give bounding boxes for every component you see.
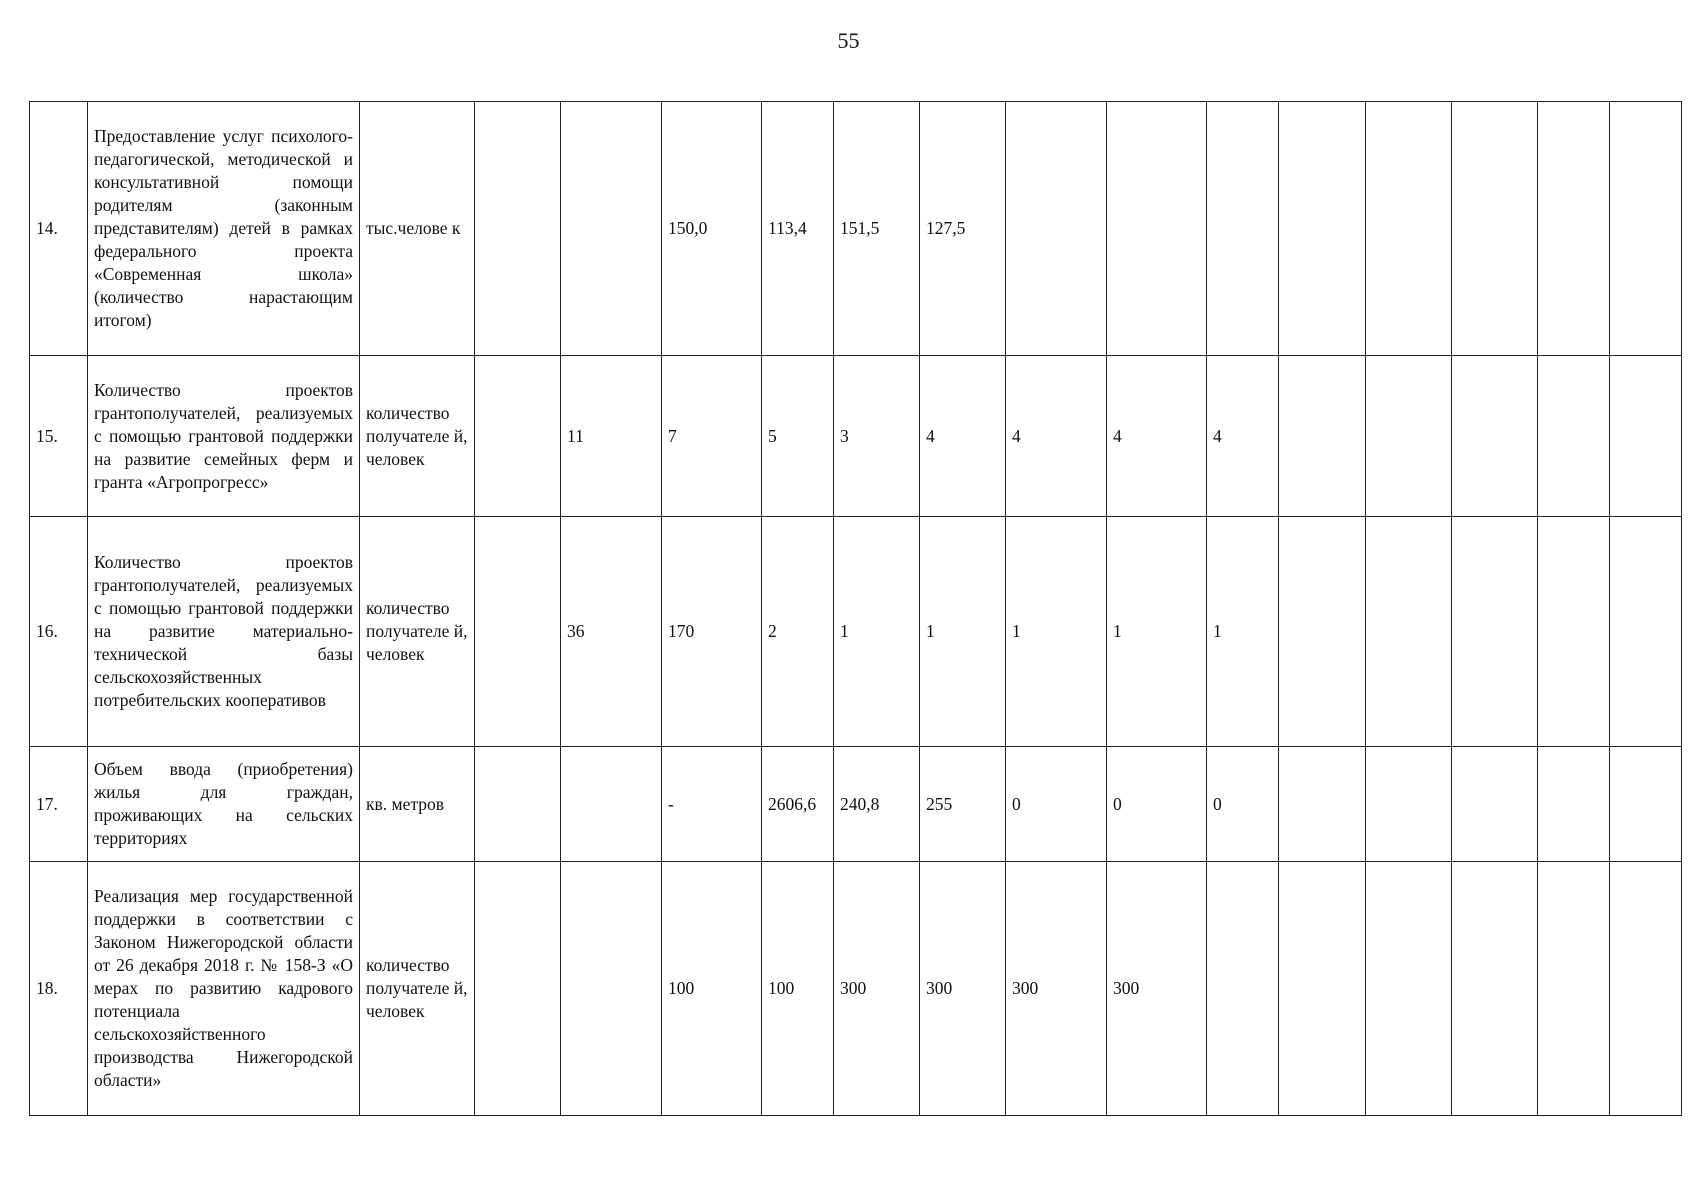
table-row [30, 102, 1682, 356]
value-cell: 300 [834, 862, 920, 1116]
unit-cell: количество получателе й, человек [360, 517, 475, 747]
value-cell: 240,8 [834, 747, 920, 862]
value-cell: 4 [920, 356, 1006, 517]
value-cell [475, 747, 561, 862]
table-row [30, 356, 1682, 517]
value-cell: 7 [662, 356, 762, 517]
value-cell: 1 [834, 517, 920, 747]
value-cell [1366, 356, 1452, 517]
value-cell: 255 [920, 747, 1006, 862]
value-cell [1006, 102, 1107, 356]
value-cell: 2606,6 [762, 747, 834, 862]
value-cell [1366, 747, 1452, 862]
value-cell: 36 [561, 517, 662, 747]
value-cell [1610, 356, 1682, 517]
value-cell [1610, 747, 1682, 862]
indicator-name: Объем ввода (приобретения) жилья для граждан, проживающих на сельских территориях [88, 747, 360, 862]
value-cell [1279, 102, 1366, 356]
value-cell [561, 747, 662, 862]
value-cell [1107, 102, 1207, 356]
value-cell [1366, 862, 1452, 1116]
value-cell [1452, 862, 1538, 1116]
unit-cell: тыс.челове к [360, 102, 475, 356]
value-cell [1538, 862, 1610, 1116]
value-cell: 300 [1107, 862, 1207, 1116]
value-cell [1452, 517, 1538, 747]
row-number: 17. [30, 747, 88, 862]
row-number: 14. [30, 102, 88, 356]
value-cell [1610, 102, 1682, 356]
value-cell: 0 [1006, 747, 1107, 862]
value-cell [1279, 862, 1366, 1116]
value-cell: 100 [762, 862, 834, 1116]
row-number: 15. [30, 356, 88, 517]
value-cell: 4 [1107, 356, 1207, 517]
row-number: 16. [30, 517, 88, 747]
value-cell [475, 862, 561, 1116]
value-cell: 1 [1107, 517, 1207, 747]
value-cell: 170 [662, 517, 762, 747]
value-cell [1366, 102, 1452, 356]
value-cell [1538, 102, 1610, 356]
value-cell [1538, 747, 1610, 862]
indicator-name: Количество проектов грантополучателей, реализуемых с помощью грантовой поддержки на развитие материально-технической базы сельскохозяйственных потребительских кооперативов [88, 517, 360, 747]
value-cell: 0 [1107, 747, 1207, 862]
value-cell [1279, 356, 1366, 517]
row-number: 18. [30, 862, 88, 1116]
indicators-table [29, 101, 1682, 1116]
value-cell: 2 [762, 517, 834, 747]
value-cell: 11 [561, 356, 662, 517]
value-cell [1538, 356, 1610, 517]
value-cell [475, 102, 561, 356]
value-cell [561, 102, 662, 356]
indicator-name: Реализация мер государственной поддержки в соответствии с Законом Нижегородской области от 26 декабря 2018 г. № 158-З «О мерах по развитию кадрового потенциала сельскохозяйственного производства Нижегородской области» [88, 862, 360, 1116]
value-cell: 1 [1207, 517, 1279, 747]
value-cell: 100 [662, 862, 762, 1116]
value-cell [475, 517, 561, 747]
table-row [30, 862, 1682, 1116]
value-cell: 4 [1006, 356, 1107, 517]
value-cell [1207, 862, 1279, 1116]
value-cell: 0 [1207, 747, 1279, 862]
table-row [30, 517, 1682, 747]
value-cell: 5 [762, 356, 834, 517]
unit-cell: количество получателе й, человек [360, 356, 475, 517]
value-cell [1279, 747, 1366, 862]
value-cell: 113,4 [762, 102, 834, 356]
table-row [30, 747, 1682, 862]
value-cell [561, 862, 662, 1116]
value-cell: 1 [920, 517, 1006, 747]
value-cell [1538, 517, 1610, 747]
value-cell: 1 [1006, 517, 1107, 747]
value-cell [1452, 356, 1538, 517]
unit-cell: кв. метров [360, 747, 475, 862]
page-number: 55 [837, 28, 860, 53]
value-cell: 300 [1006, 862, 1107, 1116]
value-cell [1366, 517, 1452, 747]
value-cell: 3 [834, 356, 920, 517]
value-cell: 127,5 [920, 102, 1006, 356]
value-cell [1279, 517, 1366, 747]
value-cell [1207, 102, 1279, 356]
value-cell: 300 [920, 862, 1006, 1116]
unit-cell: количество получателе й, человек [360, 862, 475, 1116]
value-cell [1452, 102, 1538, 356]
indicator-name: Предоставление услуг психолого-педагогической, методической и консультативной помощи родителям (законным представителям) детей в рамках федерального проекта «Современная школа» (количество нарастающим итогом) [88, 102, 360, 356]
value-cell [1452, 747, 1538, 862]
value-cell [475, 356, 561, 517]
value-cell: 151,5 [834, 102, 920, 356]
value-cell [1610, 517, 1682, 747]
value-cell: 150,0 [662, 102, 762, 356]
value-cell [1610, 862, 1682, 1116]
value-cell: 4 [1207, 356, 1279, 517]
value-cell: - [662, 747, 762, 862]
indicator-name: Количество проектов грантополучателей, реализуемых с помощью грантовой поддержки на развитие семейных ферм и гранта «Агропрогресс» [88, 356, 360, 517]
